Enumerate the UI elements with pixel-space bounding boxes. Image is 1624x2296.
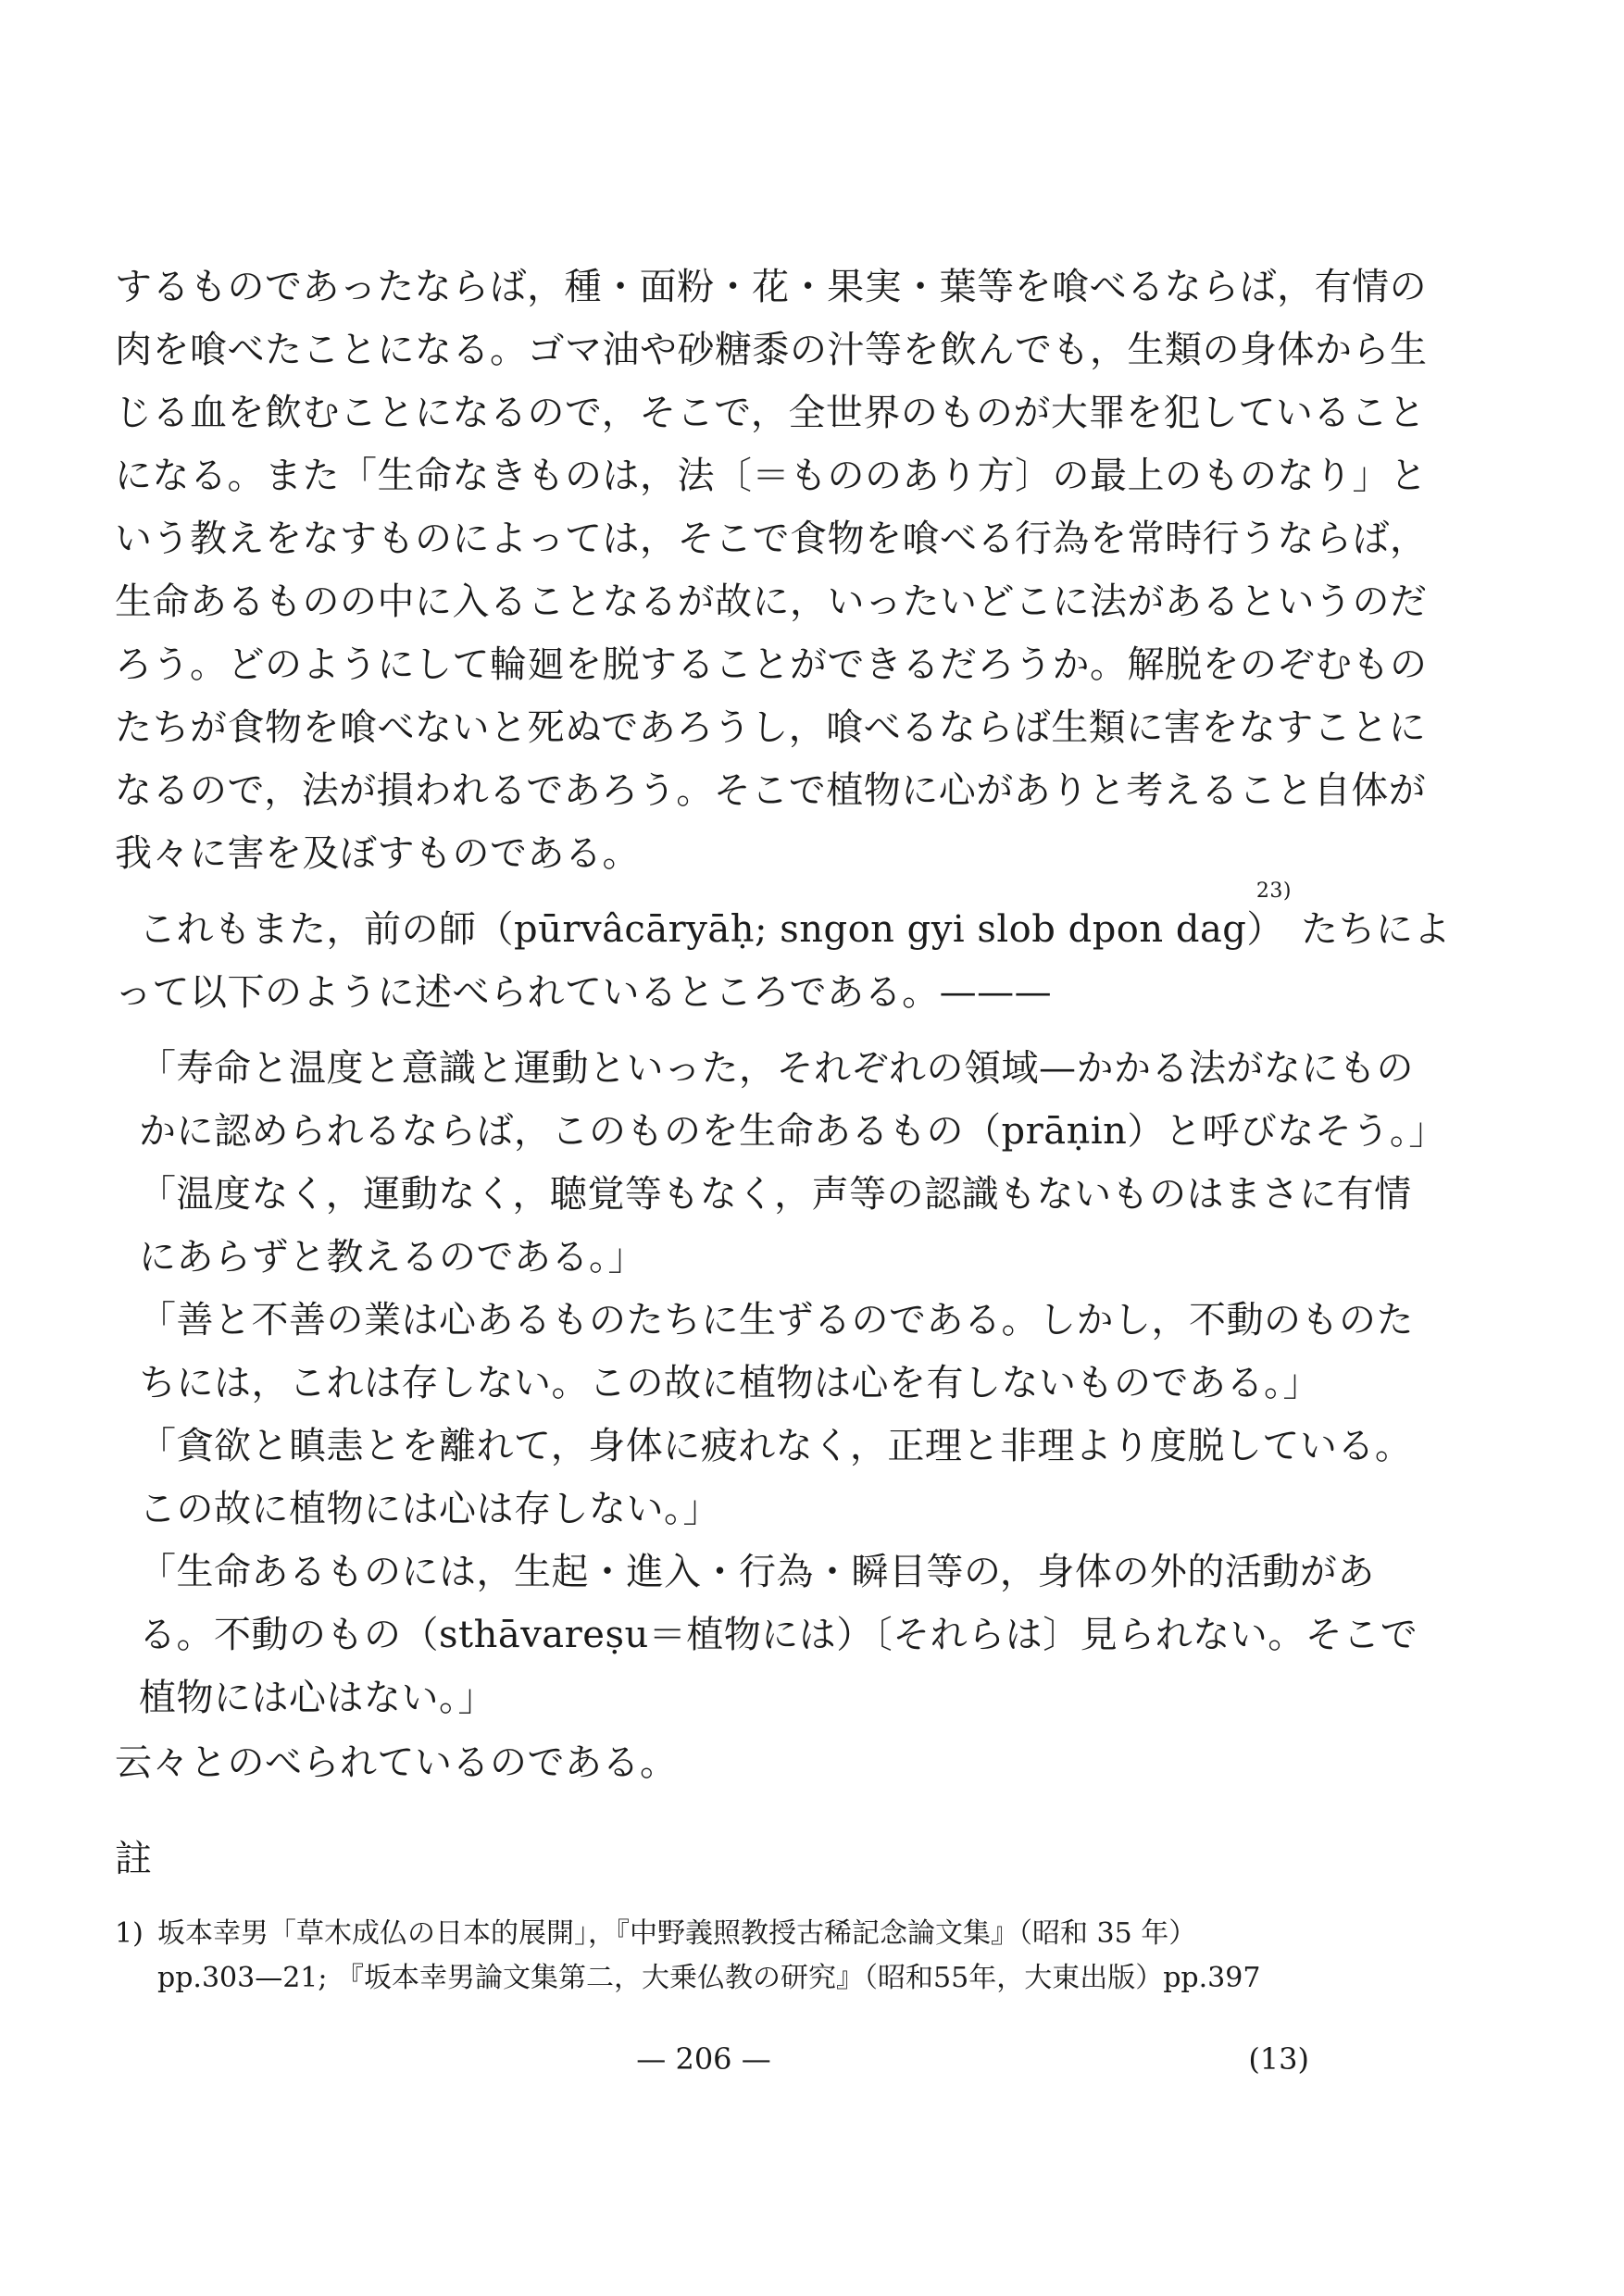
quote-line: る。不動のもの（sthāvareṣu＝植物には）〔それらは〕見られない。そこで [139, 1614, 1418, 1656]
notes-heading: 註 [115, 1838, 152, 1880]
body-line: いう教えをなすものによっては，そこで食物を喰べる行為を常時行うならば， [115, 518, 1428, 560]
body-line: ろう。どのようにして輪廻を脱することができるだろうか。解脱をのぞむもの [115, 643, 1428, 686]
quote-line: 「寿命と温度と意識と運動といった，それぞれの領域—かかる法がなにもの [139, 1047, 1414, 1090]
quote-line: ちには，これは存しない。この故に植物は心を有しないものである。」 [139, 1362, 1320, 1404]
page-code: (13) [1248, 2041, 1309, 2077]
body-line: 生命あるものの中に入ることなるが故に，いったいどこに法があるというのだ [115, 580, 1428, 623]
body-line: って以下のように述べられているところである。——— [115, 971, 1053, 1014]
body-line: 肉を喰べたことになる。ゴマ油や砂糖黍の汁等を飲んでも，生類の身体から生 [115, 329, 1428, 371]
footnote-number: 1) [115, 1917, 144, 1950]
quote-line: 「善と不善の業は心あるものたちに生ずるのである。しかし，不動のものた [139, 1299, 1414, 1341]
quote-line: 「生命あるものには，生起・進入・行為・瞬目等の，身体の外的活動があ [139, 1551, 1375, 1593]
body-line: 我々に害を及ぼすものである。 [115, 832, 640, 875]
footnote-continuation: pp.303—21; 『坂本幸男論文集第二，大乗仏教の研究』（昭和55年，大東出版）pp.397 [157, 1962, 1261, 1994]
footnote-text: 坂本幸男「草木成仏の日本的展開」，『中野義照教授古稀記念論文集』（昭和 35 年） [157, 1917, 1197, 1950]
body-text: これもまた，前の師（pūrvâcāryāḥ; sngon gyi slob dpon dag） [139, 908, 1284, 951]
body-text: たちによ [1301, 908, 1451, 951]
quote-line: 「温度なく，運動なく，聴覚等もなく，声等の認識もないものはまさに有情 [139, 1173, 1412, 1216]
quote-line: 「貪欲と瞋恚とを離れて，身体に疲れなく，正理と非理より度脱している。 [139, 1425, 1413, 1467]
body-line: なるので，法が損われるであろう。そこで植物に心がありと考えること自体が [115, 769, 1427, 812]
quote-line: かに認められるならば，このものを生命あるもの（prāṇin）と呼びなそう。」 [139, 1110, 1446, 1153]
body-line: するものであったならば，種・面粉・花・果実・葉等を喰べるならば，有情の [115, 266, 1428, 308]
closing-line: 云々とのべられているのである。 [115, 1741, 678, 1784]
body-line: じる血を飲むことになるので，そこで，全世界のものが大罪を犯していること [115, 392, 1426, 434]
quote-line: 植物には心はない。」 [139, 1677, 495, 1719]
page-number: — 206 — [636, 2041, 771, 2077]
body-line-with-footnote [139, 879, 1451, 951]
body-line: になる。また「生命なきものは，法〔＝もののあり方〕の最上のものなり」と [115, 455, 1428, 497]
quote-line: この故に植物には心は存しない。」 [139, 1488, 720, 1530]
footnote-reference: 23) [1255, 879, 1292, 903]
footnote [115, 1917, 1309, 1950]
quote-line: にあらずと教えるのである。」 [139, 1236, 645, 1279]
body-line: たちが食物を喰べないと死ぬであろうし，喰べるならば生類に害をなすことに [115, 706, 1427, 749]
